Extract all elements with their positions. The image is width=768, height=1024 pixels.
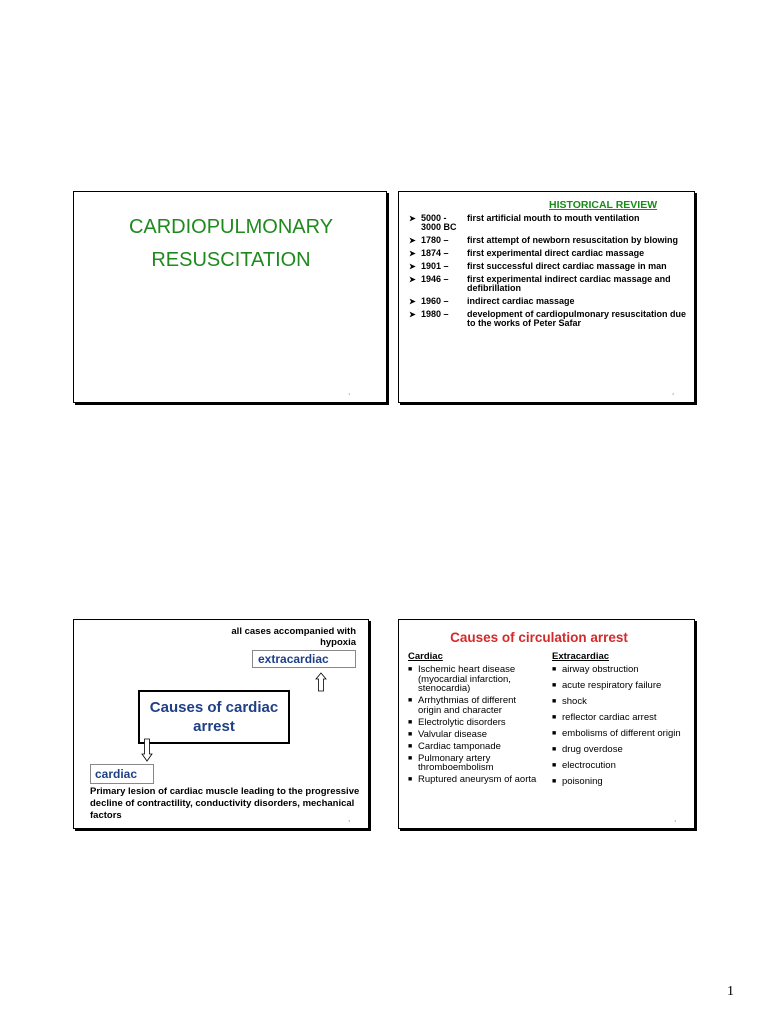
list-item-text: shock — [562, 696, 587, 707]
history-item — [409, 249, 689, 258]
list-item-text: Pulmonary artery thromboembolism — [418, 752, 494, 773]
list-item — [552, 713, 682, 723]
slide-3-number: 3 — [348, 819, 350, 823]
history-event: first attempt of newborn resuscitation by blowing — [467, 235, 679, 245]
list-item-text: electrocution — [562, 760, 616, 771]
history-item — [409, 275, 689, 293]
list-item-text: poisoning — [562, 776, 603, 787]
square-bullet-icon: ■ — [552, 746, 557, 753]
arrow-bullet-icon: ➤ — [409, 249, 416, 258]
list-item-text: Valvular disease — [418, 728, 488, 740]
cardiac-heading: Cardiac — [408, 651, 443, 662]
list-item — [408, 665, 538, 694]
square-bullet-icon: ■ — [552, 730, 557, 737]
slide-2-heading: HISTORICAL REVIEW — [549, 199, 658, 211]
square-bullet-icon: ■ — [408, 697, 413, 704]
list-item — [552, 729, 682, 739]
list-item — [408, 696, 538, 715]
list-item-text: Ischemic heart disease (myocardial infarction, stenocardia) — [418, 664, 516, 694]
square-bullet-icon: ■ — [552, 682, 557, 689]
history-year: 1780 – — [421, 235, 449, 245]
list-item — [408, 775, 538, 785]
extracardiac-label: extracardiac — [252, 650, 356, 668]
cardiac-label: cardiac — [90, 764, 154, 784]
square-bullet-icon: ■ — [408, 730, 413, 738]
cardiac-description: Primary lesion of cardiac muscle leading to the progressive decline of contractility, conductivity disorders, mechanical factors — [90, 786, 360, 821]
history-event: development of cardiopulmonary resuscitation due to the works of Peter Safar — [467, 309, 687, 328]
slide-2-number: 2 — [672, 392, 674, 396]
history-year: 5000 - 3000 BC — [421, 213, 457, 232]
extracardiac-heading: Extracardiac — [552, 651, 610, 662]
list-item — [408, 730, 538, 740]
square-bullet-icon: ■ — [408, 754, 413, 762]
list-item — [552, 665, 682, 675]
history-year: 1946 – — [421, 274, 449, 284]
hypoxia-note: all cases accompanied with hypoxia — [231, 626, 356, 648]
history-item — [409, 214, 689, 232]
list-item-text: Arrhythmias of different origin and character — [418, 695, 517, 716]
up-arrow-icon — [315, 672, 327, 692]
list-item-text: acute respiratory failure — [562, 680, 662, 691]
cardiac-column — [408, 651, 538, 787]
list-item — [552, 777, 682, 787]
history-year: 1960 – — [421, 296, 449, 306]
page-number: 1 — [727, 984, 734, 999]
history-event: first experimental direct cardiac massage — [467, 248, 645, 258]
history-item — [409, 297, 689, 306]
arrow-bullet-icon: ➤ — [409, 310, 416, 319]
down-arrow-icon — [141, 738, 153, 762]
slide-1 — [73, 191, 387, 403]
list-item — [552, 745, 682, 755]
history-year: 1980 – — [421, 309, 449, 319]
arrow-bullet-icon: ➤ — [409, 297, 416, 306]
slide-4 — [398, 619, 695, 829]
arrow-bullet-icon: ➤ — [409, 275, 416, 284]
history-item — [409, 236, 689, 245]
list-item-text: reflector cardiac arrest — [562, 712, 657, 723]
list-item-text: Electrolytic disorders — [418, 716, 506, 728]
history-year: 1901 – — [421, 261, 449, 271]
history-event: first experimental indirect cardiac massage and defibrillation — [467, 274, 671, 293]
square-bullet-icon: ■ — [408, 742, 413, 750]
list-item-text: Ruptured aneurysm of aorta — [418, 774, 537, 785]
history-item — [409, 310, 689, 328]
square-bullet-icon: ■ — [552, 778, 557, 785]
causes-of-cardiac-arrest-box: Causes of cardiac arrest — [138, 690, 290, 744]
list-item — [408, 718, 538, 728]
arrow-bullet-icon: ➤ — [409, 214, 416, 223]
history-event: indirect cardiac massage — [467, 296, 575, 306]
list-item-text: Cardiac tamponade — [418, 740, 501, 752]
arrow-bullet-icon: ➤ — [409, 236, 416, 245]
square-bullet-icon: ■ — [408, 666, 413, 673]
square-bullet-icon: ■ — [408, 718, 413, 726]
slide-1-number: 1 — [348, 392, 350, 396]
list-item — [552, 761, 682, 771]
square-bullet-icon: ■ — [408, 776, 413, 783]
list-item-text: airway obstruction — [562, 664, 639, 675]
history-list — [409, 214, 689, 332]
slide-3 — [73, 619, 369, 829]
slide-1-title-line-2: RESUSCITATION — [151, 249, 311, 271]
extracardiac-column — [552, 651, 682, 793]
history-item — [409, 262, 689, 271]
list-item — [408, 754, 538, 773]
square-bullet-icon: ■ — [552, 762, 557, 769]
history-year: 1874 – — [421, 248, 449, 258]
list-item-text: embolisms of different origin — [562, 728, 681, 739]
list-item — [408, 742, 538, 752]
slide-4-title: Causes of circulation arrest — [450, 630, 628, 645]
list-item — [552, 681, 682, 691]
square-bullet-icon: ■ — [552, 666, 557, 673]
square-bullet-icon: ■ — [552, 698, 557, 705]
square-bullet-icon: ■ — [552, 714, 557, 721]
slide-4-number: 4 — [674, 819, 676, 823]
history-event: first artificial mouth to mouth ventilation — [467, 213, 640, 223]
list-item-text: drug overdose — [562, 744, 623, 755]
arrow-bullet-icon: ➤ — [409, 262, 416, 271]
list-item — [552, 697, 682, 707]
history-event: first successful direct cardiac massage in man — [467, 261, 667, 271]
slide-1-title-line-1: CARDIOPULMONARY — [128, 216, 334, 238]
slide-2 — [398, 191, 695, 403]
